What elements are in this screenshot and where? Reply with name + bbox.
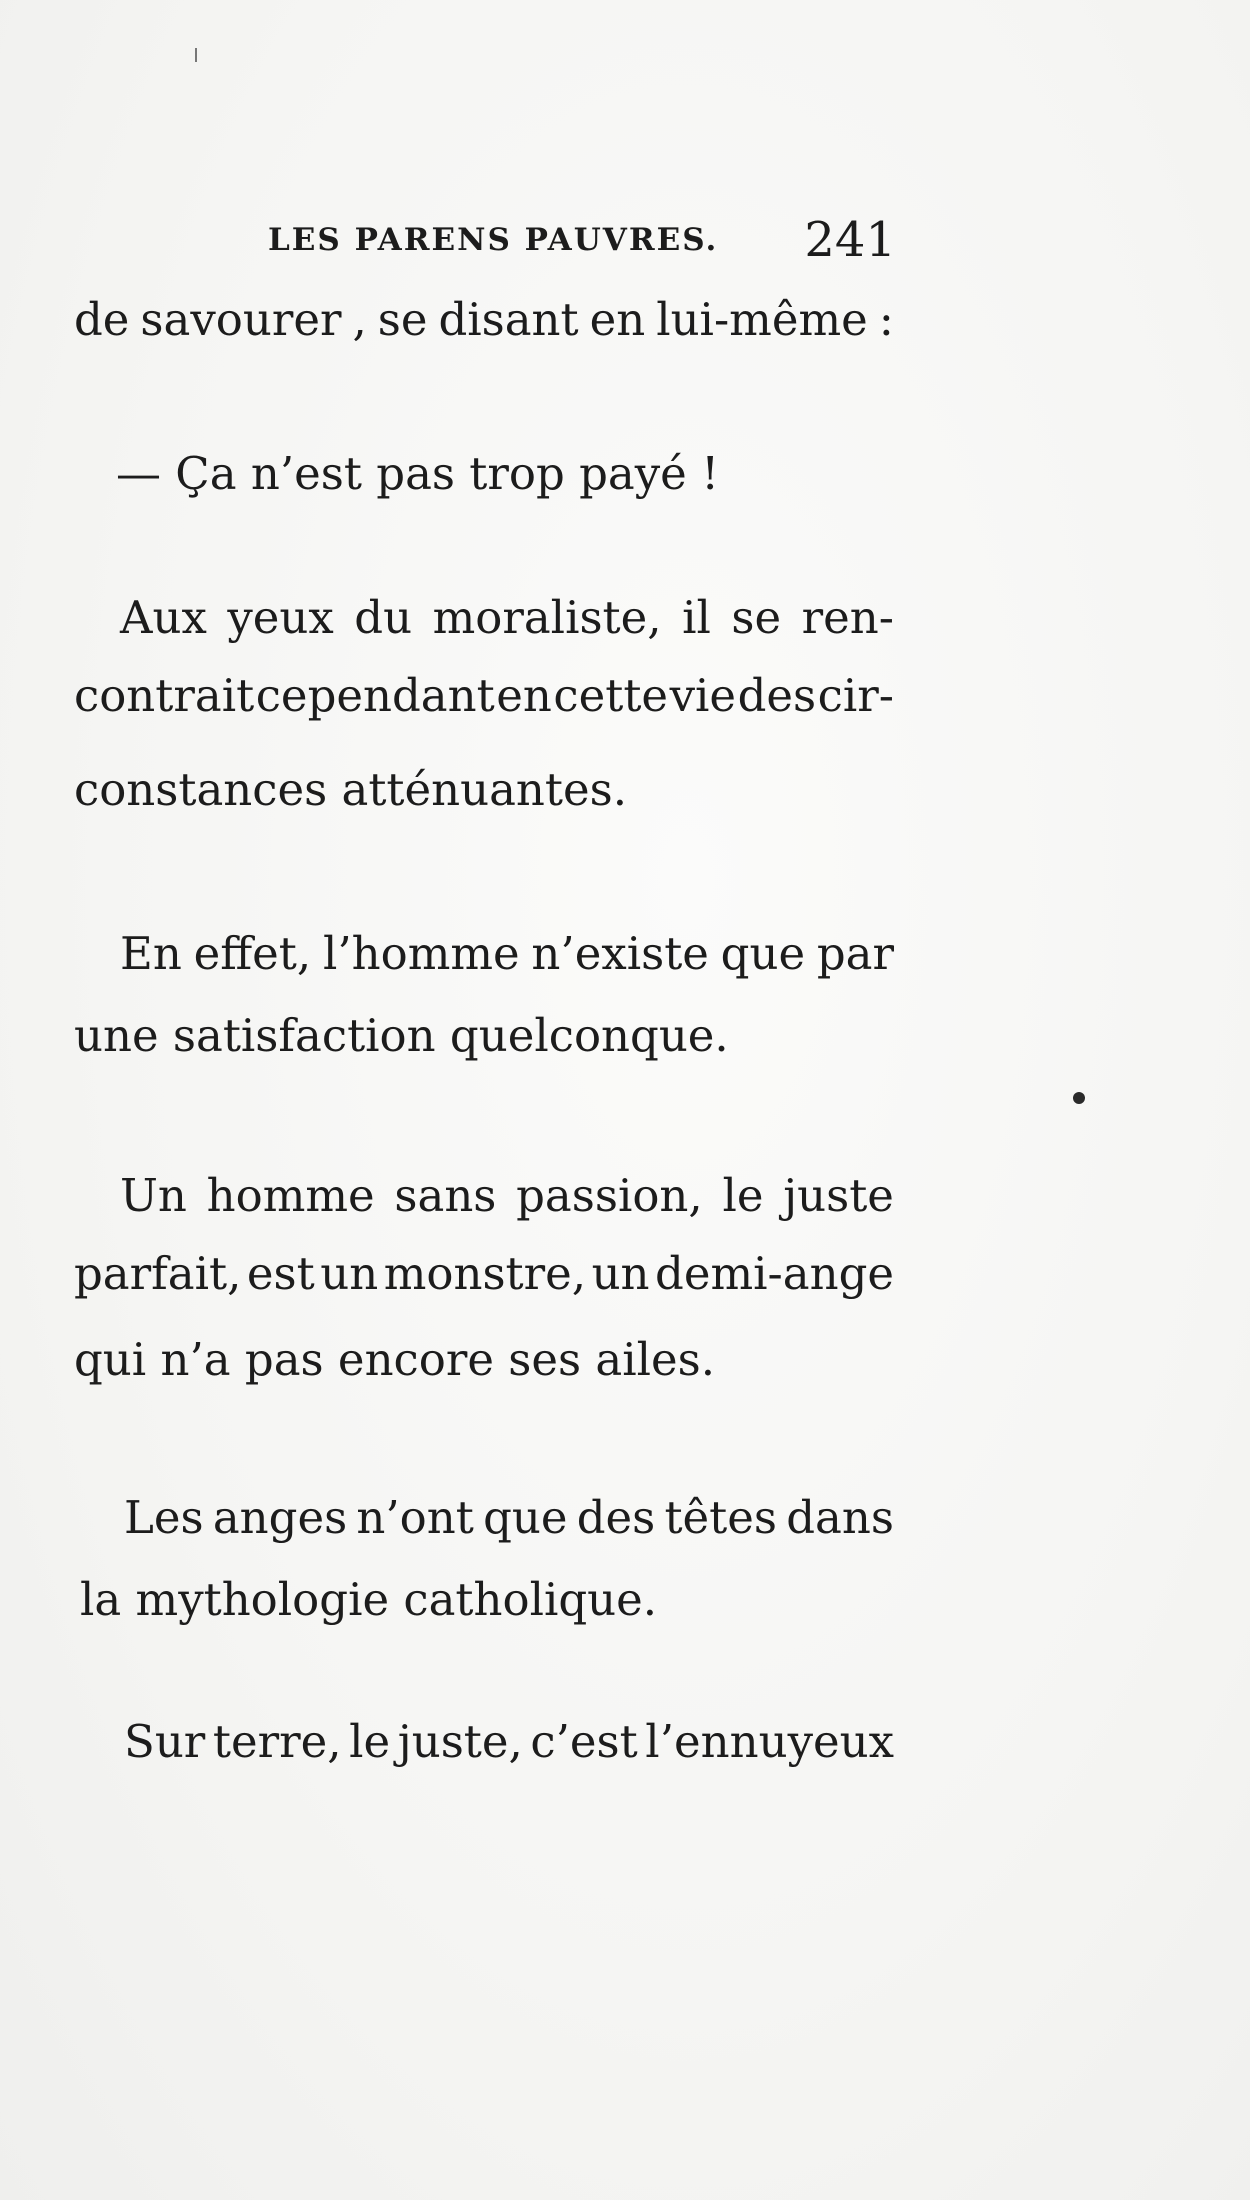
page-header [268,212,896,272]
word: dans [786,1491,894,1544]
word: effet, [193,927,312,980]
word: : [878,293,894,346]
word: têtes [664,1491,777,1544]
word: Aux [120,591,207,644]
word: contrait [74,669,255,722]
word: disant [438,293,579,346]
text-line-6 [120,927,894,980]
text-line-8 [120,1169,894,1222]
word: yeux [227,591,334,644]
word: c’est [530,1715,638,1768]
word: Sur [124,1715,206,1768]
running-title: LES PARENS PAUVRES. [268,222,719,258]
text-line-1 [74,293,894,346]
text-line-12: la mythologie catholique. [80,1573,658,1626]
word: cette [553,669,669,722]
text-line-10: qui n’a pas encore ses ailes. [74,1333,716,1386]
word: terre, [212,1715,342,1768]
page-number: 241 [804,212,896,268]
word: savourer [140,293,342,346]
word: n’existe [531,927,709,980]
word: un [320,1247,379,1300]
word: n’ont [356,1491,474,1544]
text-line-13 [124,1715,894,1768]
word: homme [206,1169,375,1222]
word: l’homme [322,927,520,980]
word: en [589,293,646,346]
word: juste [783,1169,894,1222]
word: sans [394,1169,497,1222]
word: est [246,1247,315,1300]
word: juste, [397,1715,523,1768]
word: cependant [255,669,495,722]
ink-mark [195,48,197,62]
word: du [354,591,413,644]
word: que [720,927,806,980]
word: parfait, [74,1247,242,1300]
word: que [483,1491,568,1544]
word: Les [124,1491,204,1544]
word: l’ennuyeux [645,1715,894,1768]
word: des [737,669,817,722]
word: anges [212,1491,348,1544]
text-line-2: — Ça n’est pas trop payé ! [116,447,720,500]
word: un [591,1247,650,1300]
word: se [731,591,782,644]
word: passion, [516,1169,703,1222]
word: cir- [817,669,894,722]
word: se [377,293,428,346]
word: en [496,669,552,722]
ink-spot [1073,1092,1085,1104]
text-line-7: une satisfaction quelconque. [74,1009,729,1062]
word: le [349,1715,391,1768]
word: Un [120,1169,187,1222]
text-line-11 [124,1491,894,1544]
word: par [816,927,894,980]
text-line-4 [74,669,894,722]
word: de [74,293,130,346]
word: il [682,591,711,644]
text-line-5: constances atténuantes. [74,763,628,816]
text-line-3 [120,591,894,644]
word: moraliste, [432,591,662,644]
word: vie [669,669,737,722]
text-line-9 [74,1247,894,1300]
word: ren- [801,591,894,644]
word: des [576,1491,656,1544]
word: , [352,293,367,346]
word: demi-ange [655,1247,894,1300]
word: En [120,927,182,980]
word: lui-même [656,293,868,346]
word: le [722,1169,764,1222]
word: monstre, [383,1247,587,1300]
